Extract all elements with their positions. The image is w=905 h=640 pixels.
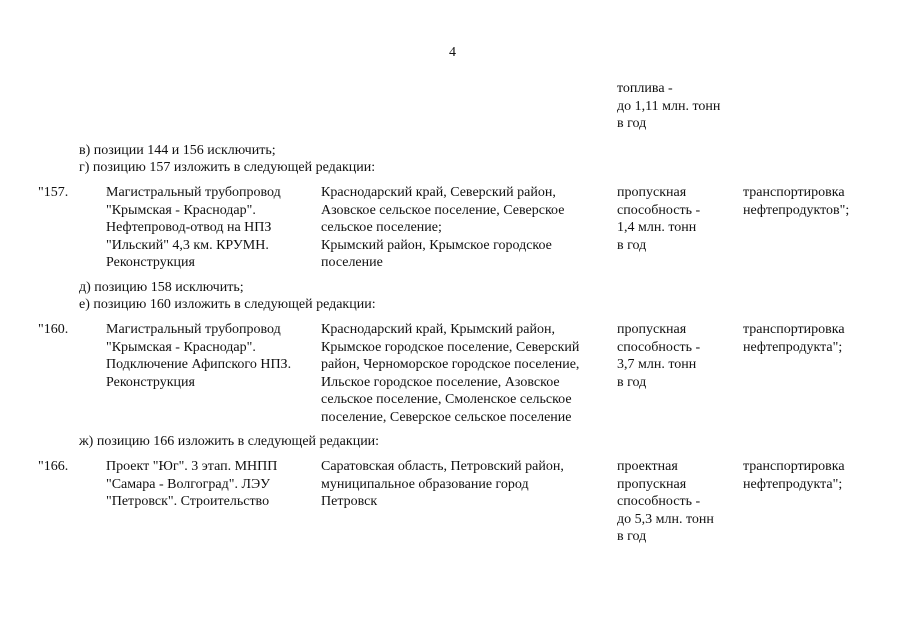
instruction-g: г) позицию 157 изложить в следующей редакции: [79, 160, 376, 175]
row-purpose: транспортировка нефтепродуктов"; [743, 185, 850, 218]
row-number: "166. [38, 459, 69, 474]
instruction-d: д) позицию 158 исключить; [79, 280, 244, 295]
row-name: Магистральный трубопровод "Крымская - Краснодар". Нефтепровод-отвод на НПЗ "Ильский" 4,3 км. КРУМН. Реконструкция [106, 185, 281, 270]
row-purpose: транспортировка нефтепродукта"; [743, 322, 845, 355]
row-name: Магистральный трубопровод "Крымская - Краснодар". Подключение Афипского НПЗ. Реконструкция [106, 322, 292, 390]
row-capacity: пропускная способность - 3,7 млн. тонн в год [617, 322, 701, 390]
instruction-e: е) позицию 160 изложить в следующей редакции: [79, 297, 376, 312]
row-purpose: транспортировка нефтепродукта"; [743, 459, 845, 492]
row-location: Краснодарский край, Северский район, Азовское сельское поселение, Северское сельское поселение; Крымский район, Крымское городское поселение [321, 185, 565, 270]
row-location: Краснодарский край, Крымский район, Крымское городское поселение, Северский район, Черноморское городское поселение, Ильское городское поселение, Азовское сельское поселение, Смоленское сельское поселение, Северское сельское поселение [321, 322, 580, 425]
row-number: "157. [38, 185, 69, 200]
row-location: Саратовская область, Петровский район, муниципальное образование город Петровск [321, 459, 564, 509]
row-capacity: пропускная способность - 1,4 млн. тонн в год [617, 185, 701, 253]
instruction-v: в) позиции 144 и 156 исключить; [79, 143, 276, 158]
row-capacity: проектная пропускная способность - до 5,3 млн. тонн в год [617, 459, 714, 544]
row-number: "160. [38, 322, 69, 337]
page-number: 4 [449, 45, 456, 60]
instruction-zh: ж) позицию 166 изложить в следующей редакции: [79, 434, 380, 449]
capacity-continuation: топлива - до 1,11 млн. тонн в год [617, 81, 721, 131]
row-name: Проект "Юг". 3 этап. МНПП "Самара - Волгоград". ЛЭУ "Петровск". Строительство [106, 459, 278, 509]
